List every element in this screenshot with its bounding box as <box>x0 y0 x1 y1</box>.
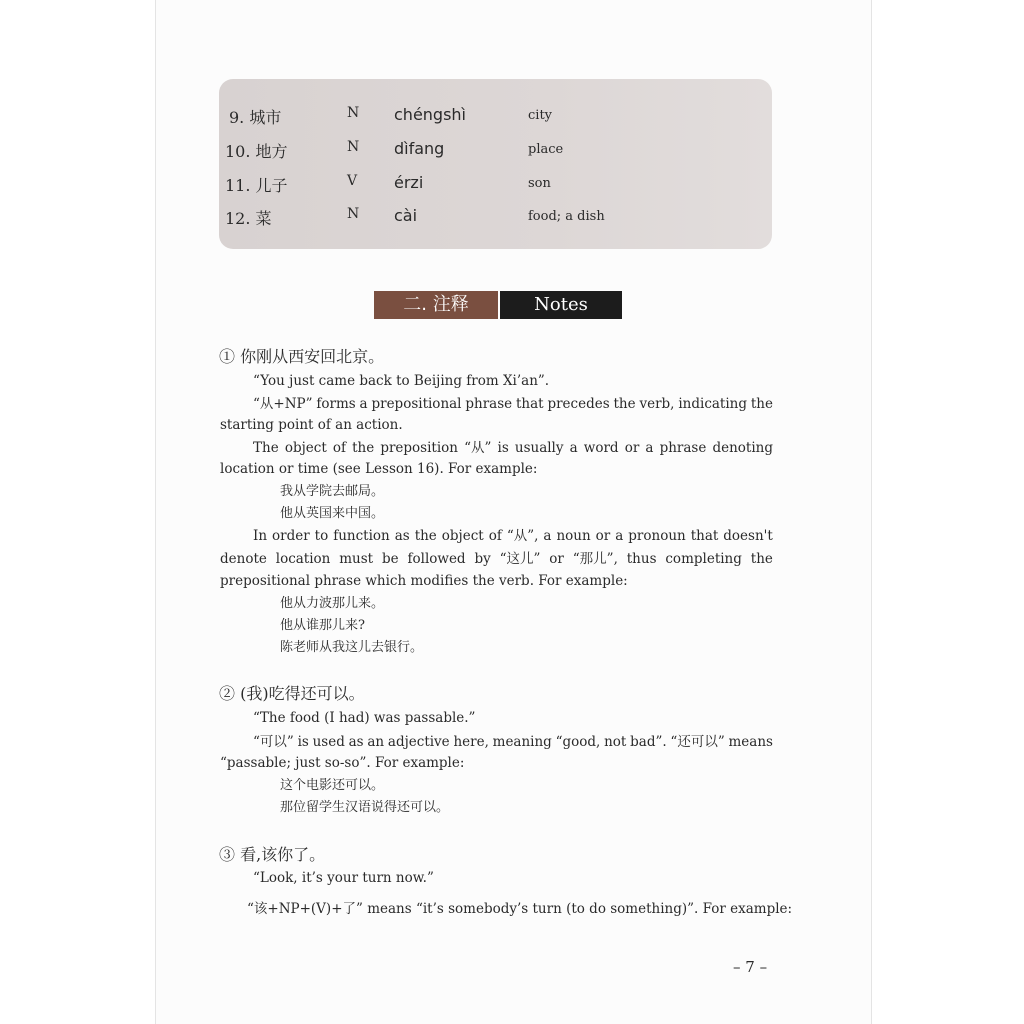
vocab-english: son <box>528 176 551 191</box>
word: precedes <box>547 396 610 412</box>
vocab-pinyin: dìfang <box>394 139 445 158</box>
note-1-paragraph-line <box>220 549 773 569</box>
example-sentence: 那位留学生汉语说得还可以。 <box>280 800 450 815</box>
word: that <box>515 396 544 412</box>
word: In <box>253 528 268 544</box>
vocab-number: 10. <box>225 142 251 161</box>
word: completing <box>665 551 742 567</box>
word: “从+NP” <box>253 396 313 412</box>
word: is <box>297 734 309 750</box>
word: “还可以” <box>670 734 725 750</box>
example-sentence: 陈老师从我这儿去银行。 <box>280 640 424 655</box>
vocab-pos: N <box>347 105 360 121</box>
word: that <box>690 528 719 544</box>
word: or <box>595 528 611 544</box>
vocabulary-box <box>219 79 772 249</box>
vocab-english: place <box>528 142 564 157</box>
word: here, <box>453 734 489 750</box>
vocab-row <box>219 139 772 169</box>
word: denoting <box>712 440 773 456</box>
word: “从” <box>464 440 492 456</box>
word: is <box>497 440 509 456</box>
vocab-number: 9. <box>229 108 245 127</box>
example-sentence: 他从力波那儿来。 <box>280 596 385 611</box>
word: of <box>488 528 502 544</box>
vocab-english: food; a dish <box>528 209 605 224</box>
vocab-pinyin: érzi <box>394 173 424 192</box>
word: The <box>253 440 279 456</box>
note-2-translation: “The food (I had) was passable.” <box>253 710 476 726</box>
note-3-heading: ③ 看,该你了。 <box>219 845 326 864</box>
vocab-row <box>219 173 772 203</box>
word: pronoun <box>628 528 686 544</box>
vocab-row <box>219 206 772 236</box>
word: a <box>543 528 552 544</box>
word: a <box>615 528 624 544</box>
word: order <box>272 528 310 544</box>
word: a <box>645 440 654 456</box>
word: phrase <box>465 396 513 412</box>
vocab-english: city <box>528 108 553 123</box>
word: “那儿”, <box>572 551 618 567</box>
vocab-pinyin: chéngshì <box>394 105 466 124</box>
word: adjective <box>387 734 450 750</box>
word: as <box>394 528 410 544</box>
word: denote <box>220 551 267 567</box>
note-1-heading: ① 你刚从西安回北京。 <box>219 347 385 366</box>
word: word <box>583 440 619 456</box>
note-3-paragraph-line: “该+NP+(V)+了” means “it’s somebody’s turn (to do something)”. For example: <box>247 901 793 917</box>
note-3-translation: “Look, it’s your turn now.” <box>253 870 434 886</box>
section-heading-english: Notes <box>500 291 622 319</box>
word: by <box>474 551 491 567</box>
word: noun <box>556 528 591 544</box>
word: the <box>414 528 437 544</box>
note-1-paragraph-line: location or time (see Lesson 16). For example: <box>220 461 538 477</box>
word: function <box>333 528 390 544</box>
word: the <box>750 396 773 412</box>
example-sentence: 他从英国来中国。 <box>280 506 385 521</box>
note-1-paragraph-line: starting point of an action. <box>220 417 403 433</box>
vocab-number: 12. <box>225 209 251 228</box>
word: forms <box>316 396 356 412</box>
word: “从”, <box>506 528 539 544</box>
word: used <box>312 734 345 750</box>
word: object <box>284 440 327 456</box>
word: the <box>750 551 773 567</box>
word: “这儿” <box>499 551 541 567</box>
word: verb, <box>639 396 675 412</box>
note-2-heading: ② (我)吃得还可以。 <box>219 684 365 703</box>
word: the <box>613 396 636 412</box>
word: meaning <box>492 734 552 750</box>
word: or <box>549 551 564 567</box>
word: “可以” <box>253 734 294 750</box>
vocab-hanzi: 地方 <box>255 142 288 161</box>
word: the <box>352 440 375 456</box>
word: “good, <box>555 734 601 750</box>
word: means <box>728 734 773 750</box>
word: preposition <box>380 440 458 456</box>
note-1-paragraph-line: prepositional phrase which modifies the verb. For example: <box>220 573 628 589</box>
word: not <box>604 734 627 750</box>
note-2-paragraph-line: “passable; just so-so”. For example: <box>220 755 465 771</box>
vocab-pos: N <box>347 206 360 222</box>
word: indicating <box>678 396 748 412</box>
word: prepositional <box>371 396 462 412</box>
word: doesn't <box>723 528 773 544</box>
note-1-paragraph-line <box>253 394 773 414</box>
note-1-translation: “You just came back to Beijing from Xi’an”. <box>253 373 550 389</box>
word: a <box>569 440 578 456</box>
word: must <box>339 551 374 567</box>
word: an <box>367 734 385 750</box>
page-number: – 7 – <box>733 958 768 976</box>
vocab-hanzi: 菜 <box>255 209 272 228</box>
word: thus <box>626 551 657 567</box>
vocab-pos: N <box>347 139 360 155</box>
word: or <box>624 440 640 456</box>
word: usually <box>514 440 564 456</box>
vocab-number: 11. <box>225 176 251 195</box>
note-1-paragraph-line <box>253 438 773 458</box>
word: to <box>314 528 329 544</box>
example-sentence: 我从学院去邮局。 <box>280 484 385 499</box>
word: of <box>332 440 346 456</box>
word: followed <box>407 551 466 567</box>
note-1-paragraph-line <box>253 526 773 546</box>
vocab-pos: V <box>347 173 358 189</box>
example-sentence: 他从谁那儿来? <box>280 618 365 633</box>
example-sentence: 这个电影还可以。 <box>280 778 385 793</box>
vocab-pinyin: cài <box>394 206 418 225</box>
word: location <box>275 551 331 567</box>
word: be <box>381 551 399 567</box>
word: a <box>359 396 368 412</box>
word: bad”. <box>630 734 667 750</box>
vocab-row <box>219 105 772 135</box>
section-heading-chinese: 二. 注释 <box>374 291 498 319</box>
note-2-paragraph-line <box>253 732 773 752</box>
word: object <box>441 528 484 544</box>
vocab-hanzi: 城市 <box>249 108 282 127</box>
vocab-hanzi: 儿子 <box>255 176 288 195</box>
word: phrase <box>659 440 707 456</box>
word: as <box>348 734 364 750</box>
